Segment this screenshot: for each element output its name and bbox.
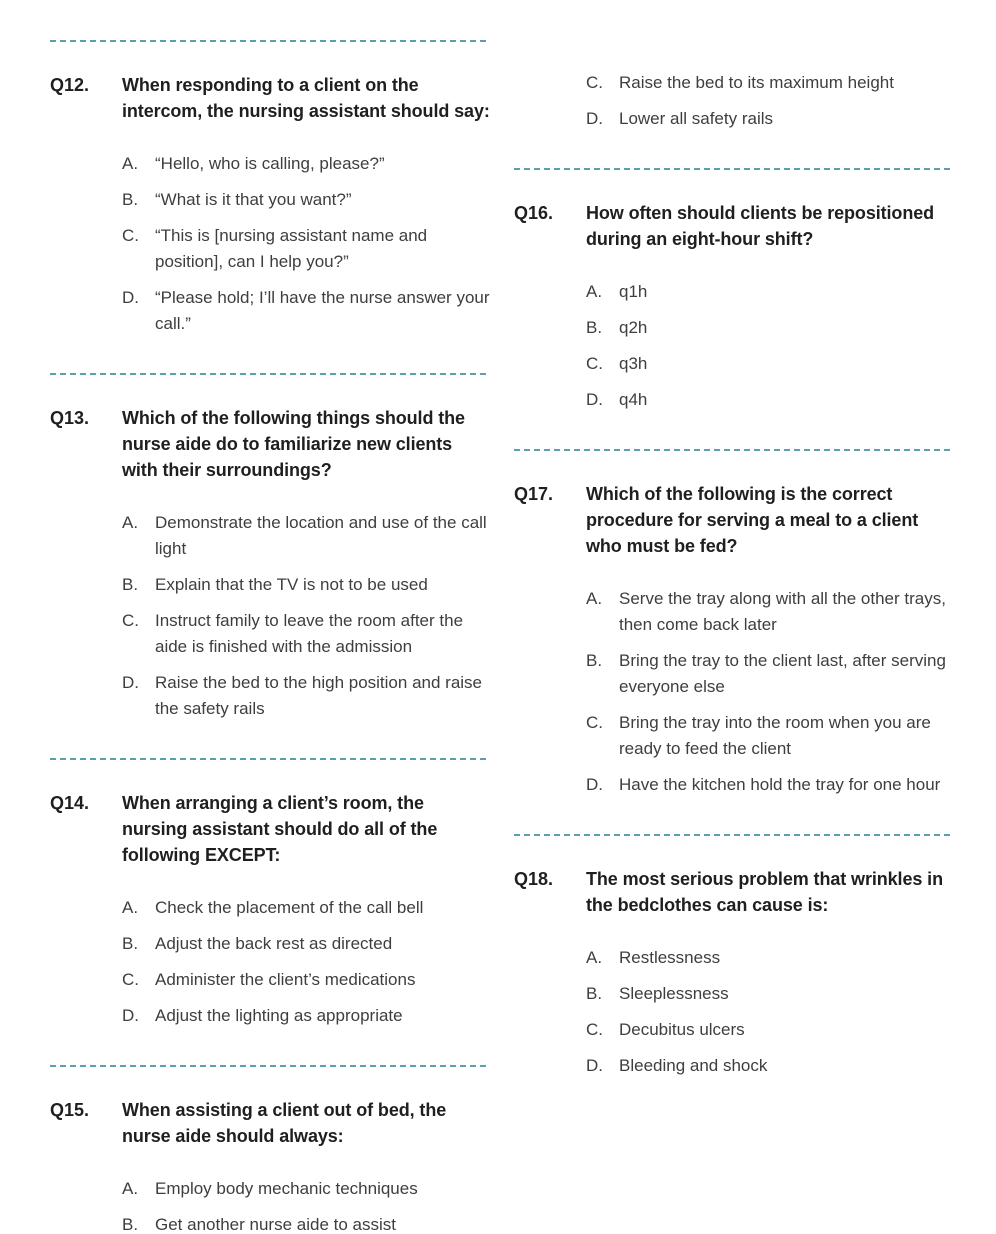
question-text: Which of the following is the correct procedure for serving a meal to a client who must be fed? xyxy=(586,484,919,556)
option-letter: A. xyxy=(122,1179,139,1198)
option-list xyxy=(122,1176,490,1234)
question-q18 xyxy=(514,866,954,1079)
question-number: Q12. xyxy=(50,75,90,95)
option-row xyxy=(586,945,954,971)
option-text: q2h xyxy=(619,318,648,337)
question-header xyxy=(514,866,954,918)
question-header xyxy=(514,481,954,559)
option-text: Have the kitchen hold the tray for one hour xyxy=(619,775,941,794)
option-letter: D. xyxy=(586,775,603,794)
option-row xyxy=(586,981,954,1007)
option-text: Check the placement of the call bell xyxy=(155,898,424,917)
option-text: Explain that the TV is not to be used xyxy=(155,575,428,594)
option-row xyxy=(586,586,954,638)
option-letter: C. xyxy=(586,1020,603,1039)
option-letter: D. xyxy=(122,673,139,692)
option-list xyxy=(122,151,490,337)
option-row xyxy=(586,710,954,762)
option-list xyxy=(586,70,954,132)
question-continuation xyxy=(514,70,954,132)
question-text: How often should clients be repositioned during an eight-hour shift? xyxy=(586,203,935,249)
question-header xyxy=(50,405,490,483)
option-letter: B. xyxy=(122,934,139,953)
option-text: Raise the bed to the high position and raise the safety rails xyxy=(155,673,483,718)
question-q14 xyxy=(50,790,490,1029)
option-text: q1h xyxy=(619,282,648,301)
option-letter: B. xyxy=(122,575,139,594)
section-divider xyxy=(514,834,954,836)
question-q13 xyxy=(50,405,490,722)
option-text: Get another nurse aide to assist xyxy=(155,1215,396,1234)
option-letter: A. xyxy=(586,948,603,967)
option-row xyxy=(122,572,490,598)
question-header xyxy=(50,1097,490,1149)
option-row xyxy=(586,70,954,96)
option-row xyxy=(122,1176,490,1202)
option-text: Decubitus ulcers xyxy=(619,1020,745,1039)
option-text: Lower all safety rails xyxy=(619,109,774,128)
option-letter: B. xyxy=(122,1215,139,1234)
option-text: Sleeplessness xyxy=(619,984,729,1003)
option-letter: D. xyxy=(586,1056,603,1075)
option-letter: C. xyxy=(586,73,603,92)
option-row xyxy=(122,510,490,562)
option-letter: D. xyxy=(122,1006,139,1025)
question-header xyxy=(50,790,490,868)
question-q17 xyxy=(514,481,954,798)
option-row xyxy=(586,1053,954,1079)
question-number: Q18. xyxy=(514,869,554,889)
section-divider xyxy=(50,40,490,42)
option-row xyxy=(122,151,490,177)
question-q16 xyxy=(514,200,954,413)
option-row xyxy=(586,1017,954,1043)
question-header xyxy=(50,72,490,124)
option-row xyxy=(586,648,954,700)
option-row xyxy=(122,223,490,275)
option-letter: C. xyxy=(586,354,603,373)
option-letter: D. xyxy=(586,109,603,128)
option-row xyxy=(122,670,490,722)
option-text: Demonstrate the location and use of the call light xyxy=(155,513,487,558)
option-row xyxy=(586,106,954,132)
option-text: Bleeding and shock xyxy=(619,1056,768,1075)
option-row xyxy=(122,931,490,957)
section-divider xyxy=(50,758,490,760)
question-number: Q17. xyxy=(514,484,554,504)
option-row xyxy=(122,608,490,660)
question-number: Q16. xyxy=(514,203,554,223)
question-header xyxy=(514,200,954,252)
option-text: Adjust the lighting as appropriate xyxy=(155,1006,403,1025)
option-letter: C. xyxy=(122,970,139,989)
option-letter: B. xyxy=(586,651,603,670)
section-divider xyxy=(514,449,954,451)
option-text: q4h xyxy=(619,390,648,409)
option-text: Administer the client’s medications xyxy=(155,970,416,989)
question-text: When arranging a client’s room, the nursing assistant should do all of the following EXCEPT: xyxy=(122,793,438,865)
option-letter: C. xyxy=(586,713,603,732)
option-list xyxy=(122,510,490,722)
option-text: q3h xyxy=(619,354,648,373)
section-divider xyxy=(50,373,490,375)
option-text: Instruct family to leave the room after the aide is finished with the admission xyxy=(155,611,464,656)
option-letter: C. xyxy=(122,611,139,630)
option-text: “Hello, who is calling, please?” xyxy=(155,154,385,173)
option-row xyxy=(122,285,490,337)
option-text: “This is [nursing assistant name and position], can I help you?” xyxy=(155,226,428,271)
question-text: When assisting a client out of bed, the nurse aide should always: xyxy=(122,1100,447,1146)
option-text: Restlessness xyxy=(619,948,721,967)
question-number: Q15. xyxy=(50,1100,90,1120)
option-list xyxy=(586,945,954,1079)
option-list xyxy=(586,586,954,798)
question-q15 xyxy=(50,1097,490,1234)
option-row xyxy=(122,1212,490,1234)
question-number: Q13. xyxy=(50,408,90,428)
option-text: Raise the bed to its maximum height xyxy=(619,73,894,92)
option-letter: A. xyxy=(122,154,139,173)
option-text: “Please hold; I’ll have the nurse answer your call.” xyxy=(155,288,490,333)
option-text: Employ body mechanic techniques xyxy=(155,1179,418,1198)
option-row xyxy=(586,387,954,413)
question-q12 xyxy=(50,72,490,337)
option-row xyxy=(586,351,954,377)
option-row xyxy=(122,1003,490,1029)
option-text: Bring the tray into the room when you are ready to feed the client xyxy=(619,713,931,758)
option-letter: D. xyxy=(122,288,139,307)
option-letter: D. xyxy=(586,390,603,409)
question-text: When responding to a client on the intercom, the nursing assistant should say: xyxy=(122,75,490,121)
option-row xyxy=(586,772,954,798)
option-letter: A. xyxy=(586,589,603,608)
option-row xyxy=(122,895,490,921)
option-letter: A. xyxy=(122,513,139,532)
section-divider xyxy=(50,1065,490,1067)
option-text: Adjust the back rest as directed xyxy=(155,934,393,953)
question-number: Q14. xyxy=(50,793,90,813)
question-text: Which of the following things should the nurse aide do to familiarize new clients with their surroundings? xyxy=(122,408,465,480)
left-column xyxy=(50,40,490,1234)
option-list xyxy=(122,895,490,1029)
option-letter: B. xyxy=(586,318,603,337)
section-divider xyxy=(514,168,954,170)
option-row xyxy=(122,187,490,213)
option-letter: C. xyxy=(122,226,139,245)
option-letter: B. xyxy=(586,984,603,1003)
option-letter: A. xyxy=(586,282,603,301)
option-text: Serve the tray along with all the other trays, then come back later xyxy=(619,589,946,634)
right-column xyxy=(514,40,954,1234)
question-text: The most serious problem that wrinkles in the bedclothes can cause is: xyxy=(586,869,943,915)
option-row xyxy=(586,315,954,341)
option-row xyxy=(586,279,954,305)
option-text: “What is it that you want?” xyxy=(155,190,352,209)
option-text: Bring the tray to the client last, after serving everyone else xyxy=(619,651,946,696)
option-letter: A. xyxy=(122,898,139,917)
option-row xyxy=(122,967,490,993)
option-list xyxy=(586,279,954,413)
option-letter: B. xyxy=(122,190,139,209)
